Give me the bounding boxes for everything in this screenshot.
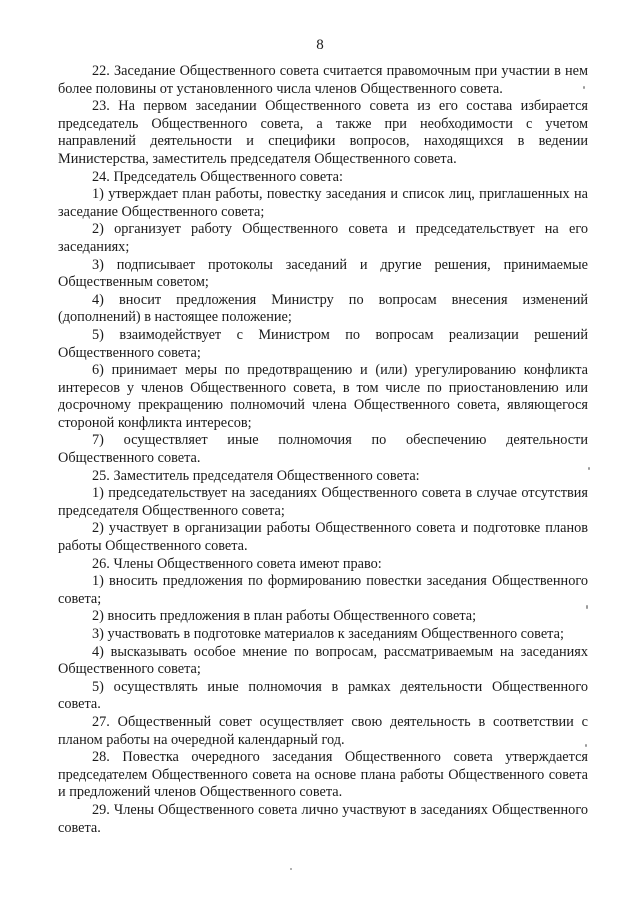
document-body xyxy=(58,63,588,837)
paragraph-26-item-1: 1) вносить предложения по формированию повестки заседания Общественного совета; xyxy=(58,573,588,607)
paragraph-24-item-2: 2) организует работу Общественного совета и председательствует на его заседаниях; xyxy=(58,221,588,255)
paragraph-24-heading: 24. Председатель Общественного совета: xyxy=(92,168,343,185)
paragraph-26-item-2: 2) вносить предложения в план работы Общественного совета; xyxy=(92,608,477,625)
scan-speck xyxy=(588,467,590,470)
scan-speck xyxy=(583,86,585,89)
paragraph-24-item-4: 4) вносит предложения Министру по вопросам внесения изменений (дополнений) в настоящее положение; xyxy=(58,291,588,326)
paragraph-24-item-6: 6) принимает меры по предотвращению и (или) урегулированию конфликта интересов у членов Общественного совета, в том числе по приостановлению или досрочному прекращению полномочий члена Общественного совета, являющегося стороной конфликта интересов; xyxy=(58,362,588,431)
paragraph-28: 28. Повестка очередного заседания Общественного совета утверждается председателем Общественного совета на основе плана работы Общественного совета и предложений членов Общественного совета. xyxy=(58,749,588,801)
paragraph-23: 23. На первом заседании Общественного совета из его состава избирается председатель Общественного совета, а также при необходимости с учетом направлений деятельности и специфики вопросов, находящихся в ведении Министерства, заместитель председателя Общественного совета. xyxy=(58,98,588,167)
paragraph-24-item-3: 3) подписывает протоколы заседаний и другие решения, принимаемые Общественным советом; xyxy=(58,256,588,291)
paragraph-25-heading: 25. Заместитель председателя Общественного совета: xyxy=(92,467,420,484)
paragraph-22: 22. Заседание Общественного совета считается правомочным при участии в нем более половины от установленного числа членов Общественного совета. xyxy=(58,63,588,97)
scan-speck xyxy=(585,744,587,747)
paragraph-25-item-2: 2) участвует в организации работы Общественного совета и подготовке планов работы Общественного совета. xyxy=(58,520,588,555)
paragraph-26-item-4: 4) высказывать особое мнение по вопросам, рассматриваемым на заседаниях Общественного совета; xyxy=(58,643,588,678)
paragraph-26-item-5: 5) осуществлять иные полномочия в рамках деятельности Общественного совета. xyxy=(58,678,588,713)
paragraph-26-item-3: 3) участвовать в подготовке материалов к заседаниям Общественного совета; xyxy=(92,626,564,642)
scan-speck xyxy=(290,868,292,870)
paragraph-29: 29. Члены Общественного совета лично участвуют в заседаниях Общественного совета. xyxy=(58,801,588,836)
paragraph-25-item-1: 1) председательствует на заседаниях Общественного совета в случае отсутствия председателя Общественного совета; xyxy=(58,485,588,519)
paragraph-24-item-7: 7) осуществляет иные полномочия по обеспечению деятельности Общественного совета. xyxy=(58,432,588,467)
paragraph-27: 27. Общественный совет осуществляет свою деятельность в соответствии с планом работы на очередной календарный год. xyxy=(58,713,588,748)
page-number: 8 xyxy=(316,37,324,53)
paragraph-26-heading: 26. Члены Общественного совета имеют право: xyxy=(92,555,382,572)
paragraph-24-item-1: 1) утверждает план работы, повестку заседания и список лиц, приглашенных на заседание Общественного совета; xyxy=(58,186,588,220)
paragraph-24-item-5: 5) взаимодействует с Министром по вопросам реализации решений Общественного совета; xyxy=(58,326,588,361)
scan-speck xyxy=(586,605,588,609)
